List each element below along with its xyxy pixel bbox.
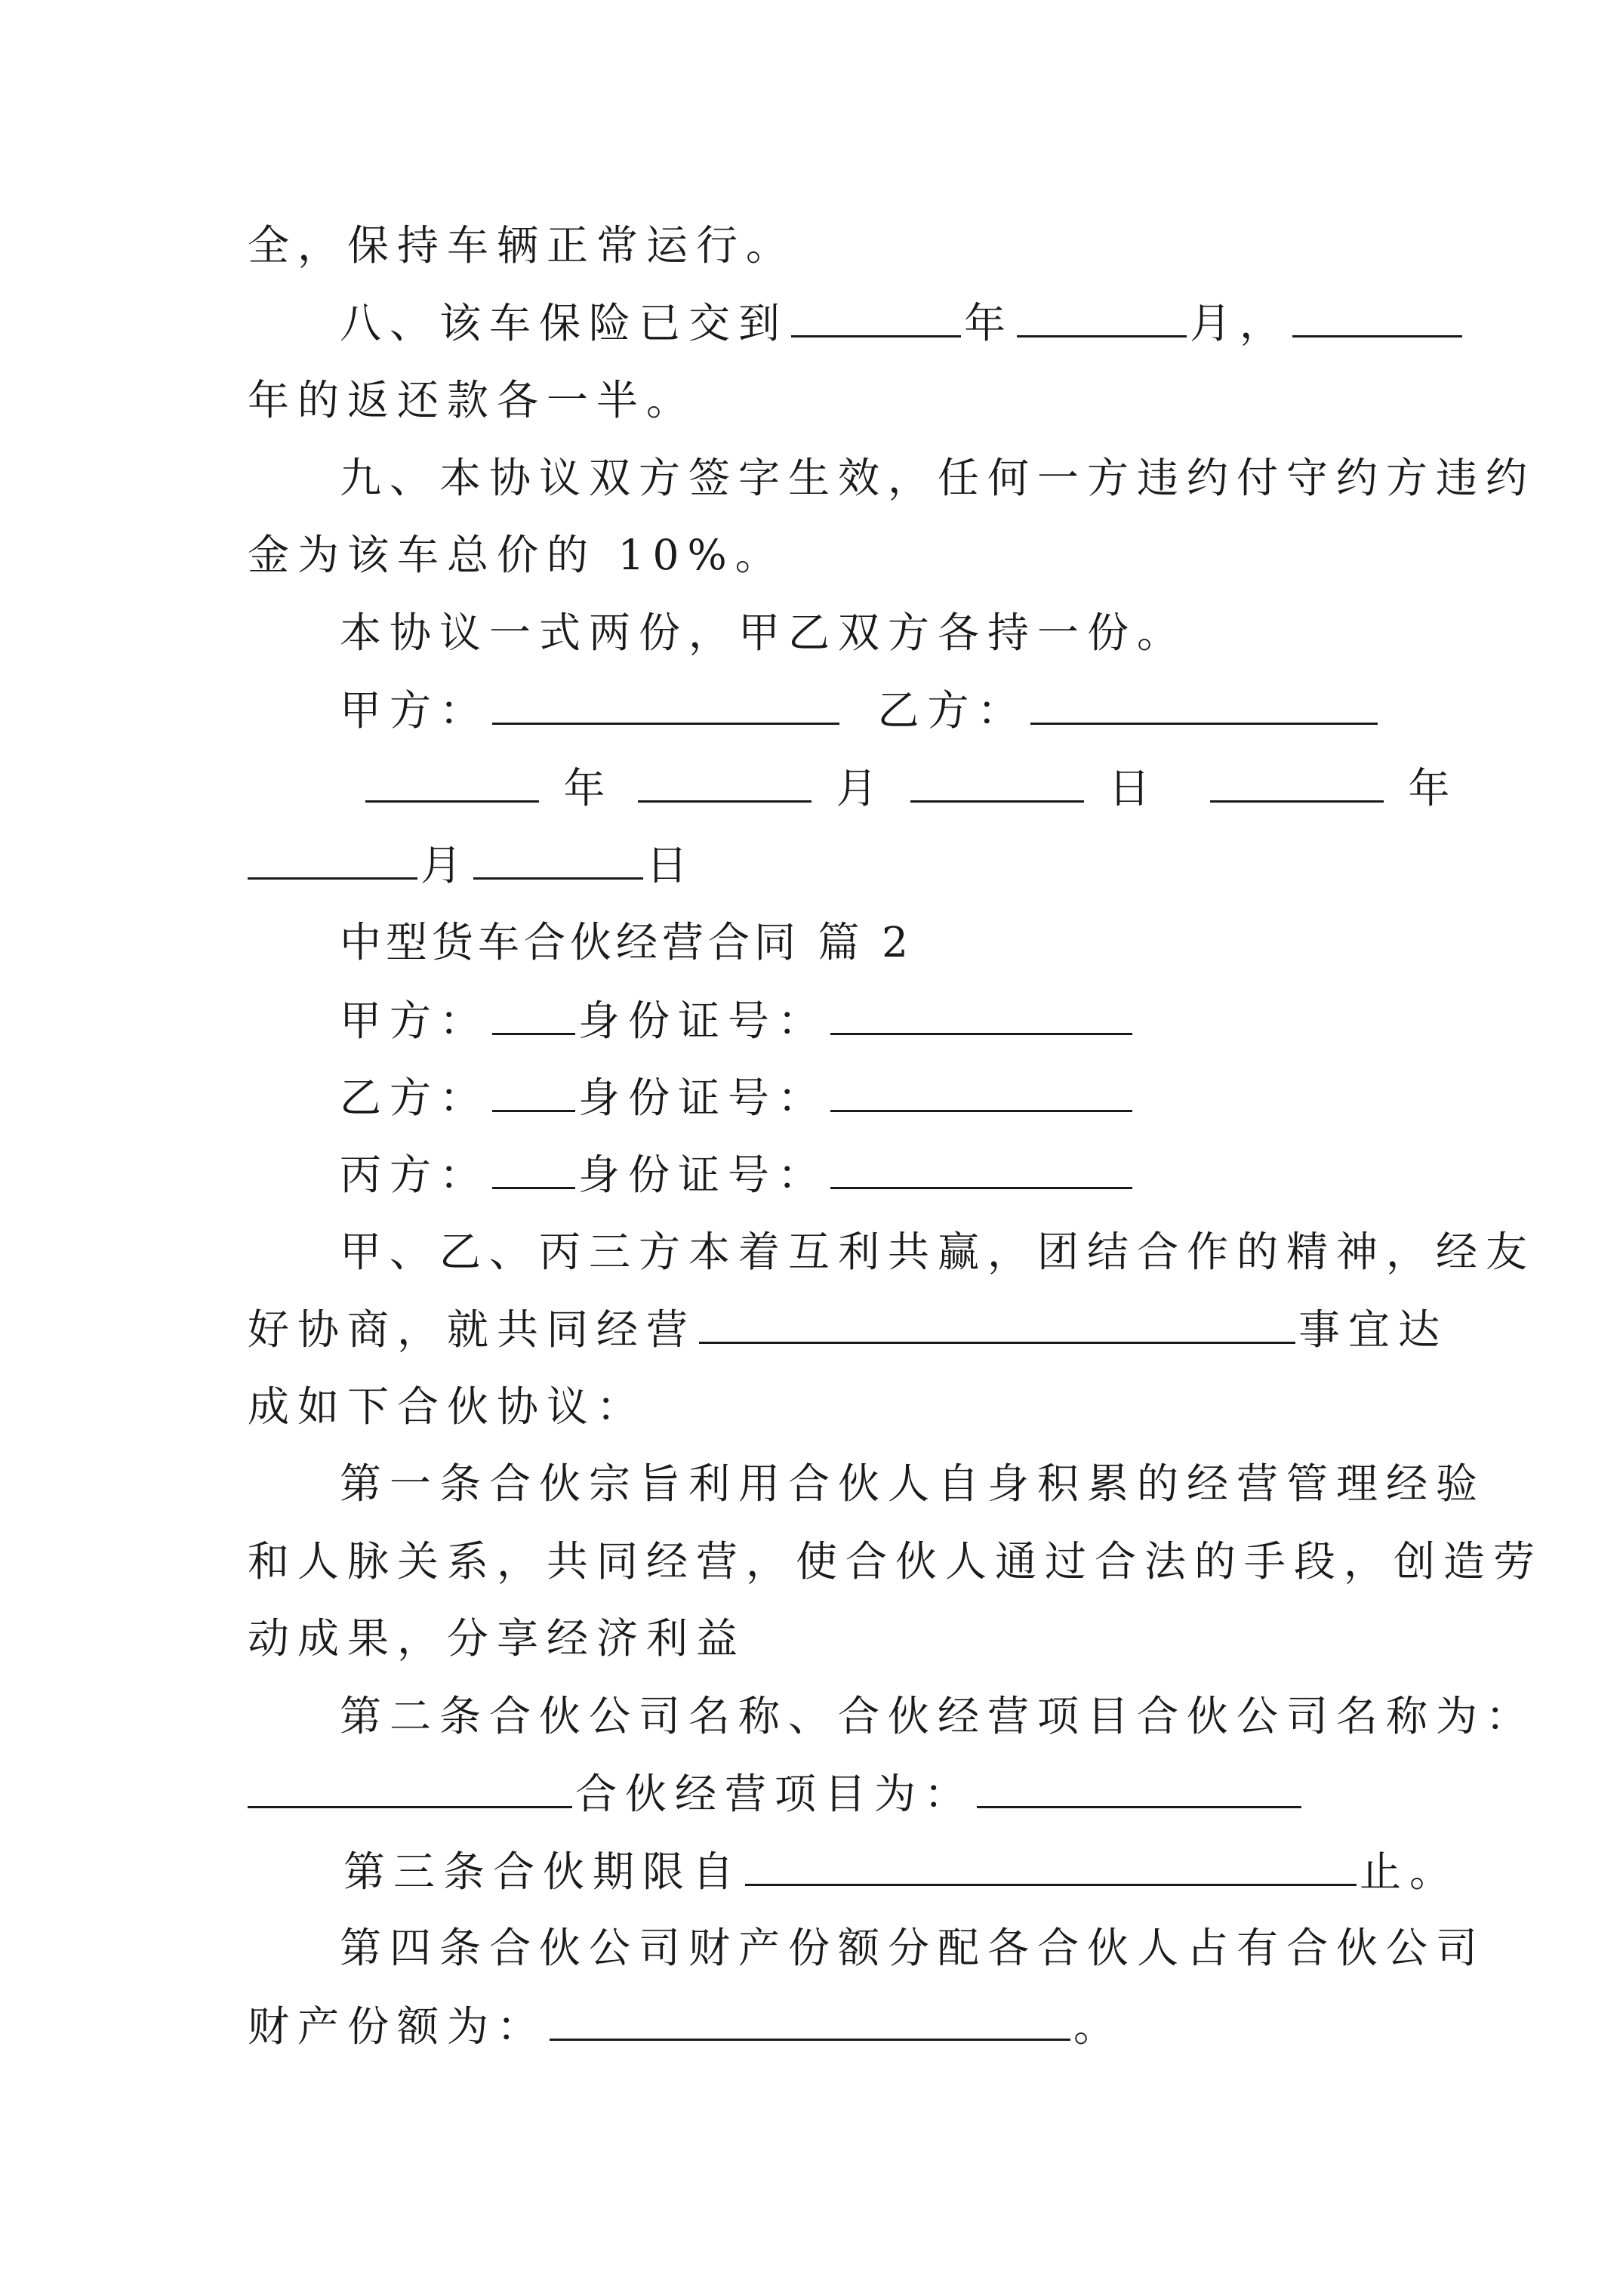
blank-line xyxy=(791,296,961,337)
paragraph-line xyxy=(248,1612,746,1665)
text: 月 xyxy=(836,764,886,812)
article-1 xyxy=(340,1457,1486,1510)
article-2 xyxy=(340,1690,1535,1743)
blank-line xyxy=(910,761,1084,803)
text: 止。 xyxy=(1360,1848,1460,1896)
section-title xyxy=(340,916,913,969)
text: 甲、乙、丙三方本着互利共赢，团结合作的精神，经友 xyxy=(340,1228,1536,1276)
name-blank xyxy=(492,1071,575,1112)
company-name-blank xyxy=(248,1767,572,1808)
blank-line xyxy=(699,1302,1295,1344)
party-row xyxy=(340,1148,1135,1200)
paragraph-line xyxy=(248,529,785,581)
text: 。 xyxy=(1073,2002,1124,2051)
text: 第四条合伙公司财产份额分配各合伙人占有合伙公司 xyxy=(340,1924,1486,1972)
party-a-label: 甲方： xyxy=(340,686,490,735)
share-blank xyxy=(550,1999,1070,2041)
text: 合伙经营项目为： xyxy=(575,1770,975,1818)
paragraph-line xyxy=(248,374,696,427)
id-blank xyxy=(830,1071,1132,1112)
party-b-signature-blank xyxy=(1030,683,1378,725)
text: 日 xyxy=(1108,764,1159,812)
blank-line xyxy=(1210,761,1384,803)
text: 事宜达 xyxy=(1298,1305,1449,1354)
blank-line xyxy=(1292,296,1462,337)
text: 第二条合伙公司名称、合伙经营项目合伙公司名称为： xyxy=(340,1692,1536,1740)
text: 九、本协议双方签字生效，任何一方违约付守约方违约 xyxy=(340,454,1536,502)
name-blank xyxy=(492,1148,575,1189)
term-blank xyxy=(745,1845,1357,1886)
paragraph-line xyxy=(340,606,1187,659)
text: 年的返还款各一半。 xyxy=(248,376,697,424)
paragraph-line xyxy=(248,1999,1123,2052)
blank-line xyxy=(638,761,812,803)
text: 丙方： xyxy=(340,1151,490,1199)
text: 金为该车总价的 10%。 xyxy=(248,531,785,579)
text: 本协议一式两份，甲乙双方各持一份。 xyxy=(340,609,1187,657)
text: 月， xyxy=(1190,299,1290,347)
party-a-signature-blank xyxy=(492,683,839,725)
paragraph-line xyxy=(248,1380,646,1433)
name-blank xyxy=(492,994,575,1035)
text: 月 xyxy=(420,841,471,889)
id-blank xyxy=(830,1148,1132,1189)
text: 年 xyxy=(563,764,614,812)
text: 第一条合伙宗旨利用合伙人自身积累的经营管理经验 xyxy=(340,1459,1486,1508)
text: 身份证号： xyxy=(578,997,828,1045)
paragraph-line xyxy=(340,1225,1535,1278)
party-row xyxy=(340,994,1135,1046)
text: 好协商，就共同经营 xyxy=(248,1305,697,1354)
paragraph-line xyxy=(248,1767,1304,1820)
text: 第三条合伙期限自 xyxy=(343,1848,743,1896)
blank-line xyxy=(1017,296,1187,337)
article-3 xyxy=(343,1845,1459,1897)
paragraph-line xyxy=(248,1302,1448,1355)
article-4 xyxy=(340,1922,1486,1974)
insurance-clause xyxy=(340,296,1465,349)
text: 乙方： xyxy=(340,1074,490,1122)
text: 年 xyxy=(964,299,1015,347)
text: 甲方： xyxy=(340,997,490,1045)
date-line xyxy=(362,761,1458,814)
text: 财产份额为： xyxy=(248,2002,547,2051)
id-blank xyxy=(830,994,1132,1035)
blank-line xyxy=(365,761,539,803)
text: 八、该车保险已交到 xyxy=(340,299,789,347)
party-b-label: 乙方： xyxy=(877,686,1027,735)
text: 日 xyxy=(646,841,697,889)
blank-line xyxy=(248,838,417,880)
text: 中型货车合伙经营合同 篇 2 xyxy=(340,918,913,966)
text: 和人脉关系，共同经营，使合伙人通过合法的手段，创造劳 xyxy=(248,1537,1544,1586)
breach-clause xyxy=(340,451,1535,504)
party-row xyxy=(340,1071,1135,1123)
paragraph-line xyxy=(248,1535,1543,1588)
text: 年 xyxy=(1408,764,1458,812)
text: 动成果，分享经济利益 xyxy=(248,1614,747,1663)
text: 身份证号： xyxy=(578,1074,828,1122)
date-line xyxy=(248,838,696,891)
text: 全，保持车辆正常运行。 xyxy=(248,221,796,270)
signature-line xyxy=(340,683,1381,736)
text: 身份证号： xyxy=(578,1151,828,1199)
project-blank xyxy=(977,1767,1301,1808)
blank-line xyxy=(473,838,643,880)
paragraph-line xyxy=(248,219,796,272)
text: 成如下合伙协议： xyxy=(248,1382,647,1431)
